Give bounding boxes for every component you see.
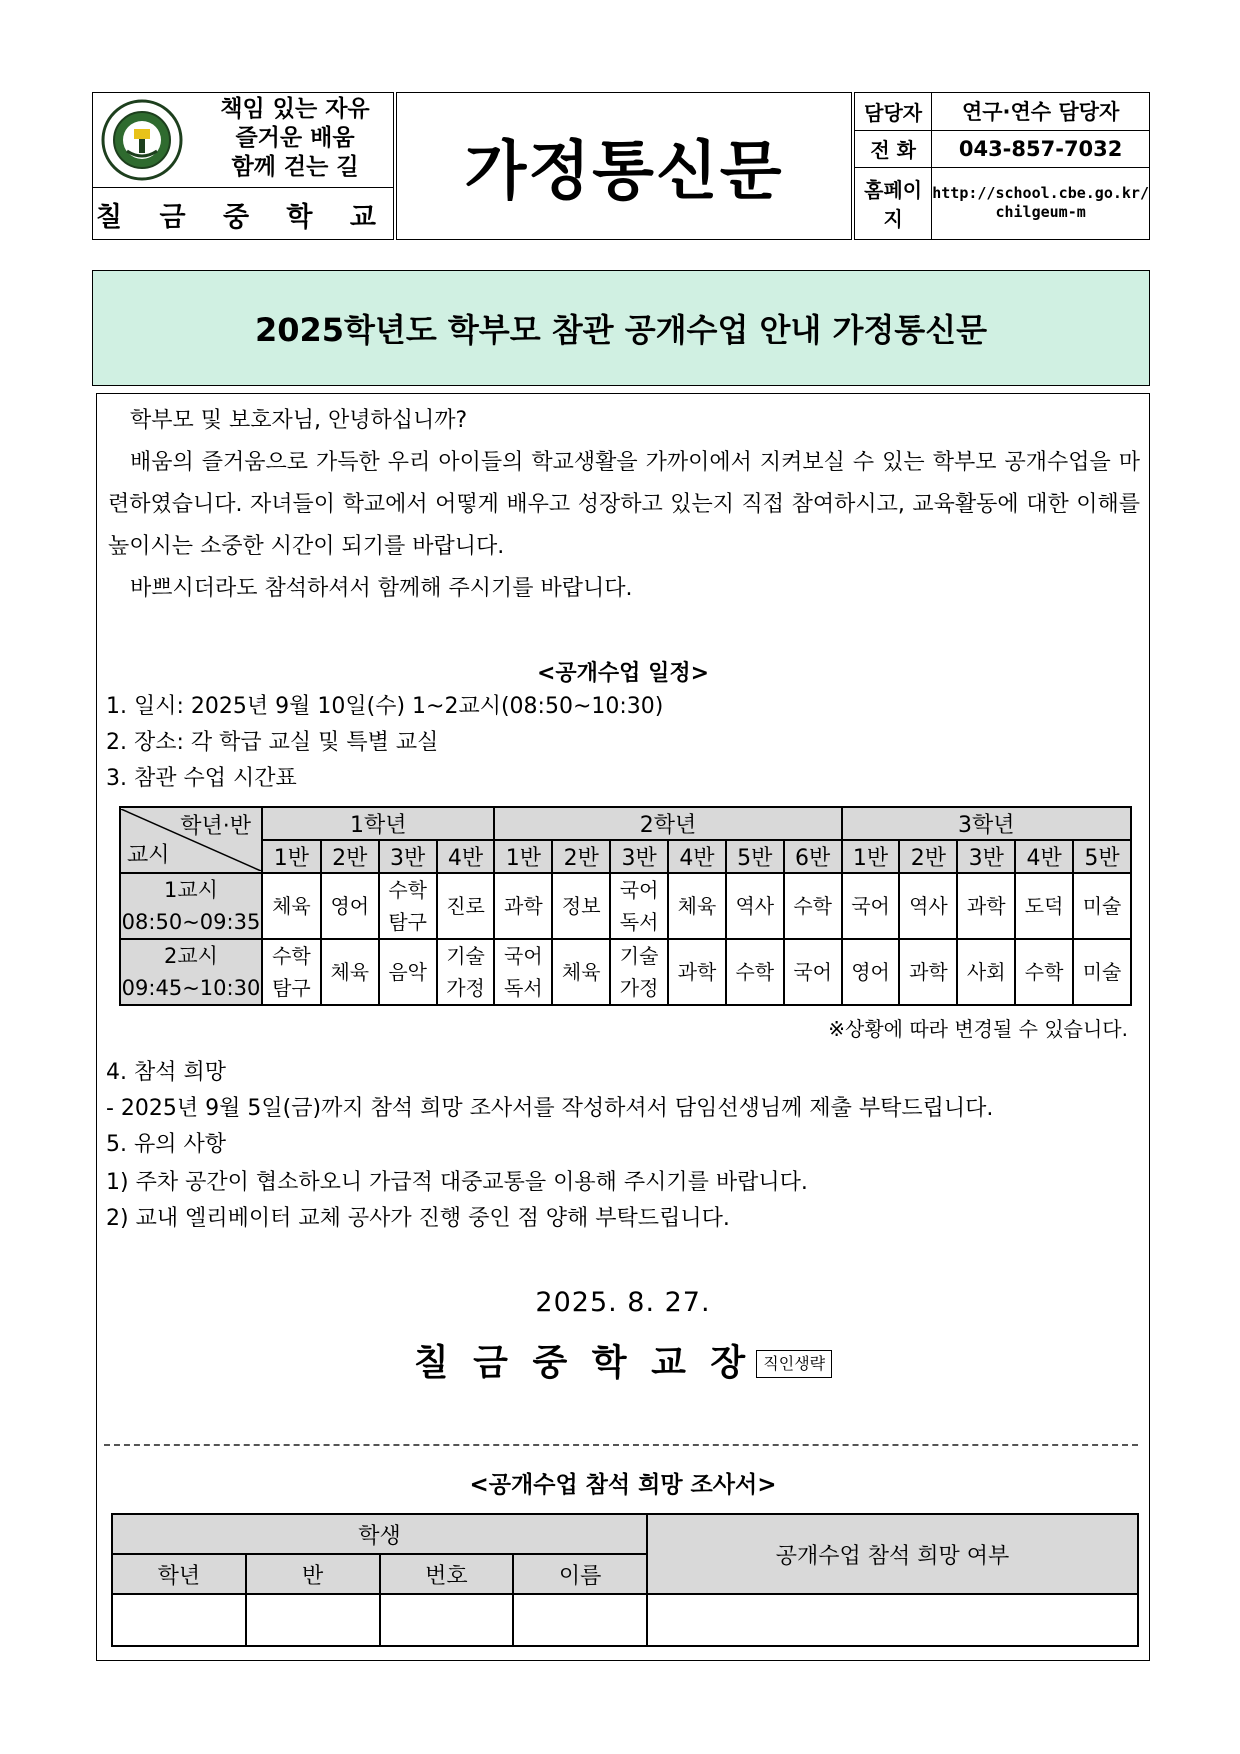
student-header: 학생 (112, 1514, 647, 1554)
subject-name: 과학 (966, 894, 1006, 918)
subject-cell (784, 873, 842, 939)
subject-name: 가정 (446, 976, 485, 1000)
subject-name: 음악 (388, 960, 427, 984)
schedule-heading: <공개수업 일정> (536, 661, 710, 686)
subject-name: 수학 (735, 960, 775, 984)
class-input-cell[interactable] (246, 1594, 380, 1646)
period-row (120, 939, 1131, 1005)
subject-name: 탐구 (388, 910, 427, 934)
subject-cell (321, 939, 379, 1005)
timetable-corner (120, 807, 262, 873)
subject-cell (957, 873, 1015, 939)
period-name: 2교시 (164, 944, 218, 968)
grade-header: 3학년 (842, 807, 1131, 840)
document-type-title: 가정통신문 (396, 92, 852, 240)
attendance-input-cell[interactable] (647, 1594, 1138, 1646)
subject-name: 국어 (619, 878, 659, 902)
motto-line: 함께 걷는 길 (231, 154, 359, 180)
attendance-header: 공개수업 참석 희망 여부 (647, 1514, 1138, 1594)
grade-header: 1학년 (262, 807, 494, 840)
principal-signature (96, 1338, 1150, 1389)
subject-cell (437, 873, 495, 939)
school-motto (197, 95, 393, 182)
subject-name: 기술 (619, 944, 659, 968)
class-header-row (120, 840, 1131, 873)
subject-cell (1073, 873, 1131, 939)
intro-paragraph: 배움의 즐거움으로 가득한 우리 아이들의 학교생활을 가까이에서 지켜보실 수 있는 학부모 공개수업을 마련하였습니다. 자녀들이 학교에서 어떻게 배우고 성장하고 있는지 직접 참여하시고, 교육활동에 대한 이해를 높이시는 소중한 시간이 되기를 바랍니다. (108, 450, 1140, 559)
subject-cell (842, 873, 900, 939)
subject-name: 역사 (735, 894, 775, 918)
subject-cell (262, 873, 321, 939)
subject-cell (957, 939, 1015, 1005)
number-input-cell[interactable] (380, 1594, 514, 1646)
period-header (120, 939, 262, 1005)
subject-name: 과학 (677, 960, 717, 984)
subject-name: 국어 (504, 944, 543, 968)
subject-name: 과학 (504, 894, 543, 918)
timetable (119, 806, 1132, 1006)
timetable-note: ※상황에 따라 변경될 수 있습니다. (828, 1017, 1128, 1041)
greeting: 학부모 및 보호자님, 안녕하십니까? (130, 408, 468, 433)
subject-name: 역사 (909, 894, 948, 918)
subject-cell (552, 873, 610, 939)
subject-name: 미술 (1082, 960, 1122, 984)
school-logo (101, 99, 183, 181)
closing-sentence: 바쁘시더라도 참석하셔서 함께해 주시기를 바랍니다. (130, 576, 633, 601)
subject-cell (494, 873, 552, 939)
class-header: 5반 (1073, 840, 1131, 873)
subject-name: 사회 (966, 960, 1006, 984)
subject-name: 정보 (561, 894, 601, 918)
subject-cell (262, 939, 321, 1005)
subject-cell (899, 873, 957, 939)
class-header: 1반 (842, 840, 900, 873)
class-header: 5반 (726, 840, 784, 873)
subject-cell (668, 939, 726, 1005)
note-item: 2) 교내 엘리베이터 교체 공사가 진행 중인 점 양해 부탁드립니다. (106, 1206, 730, 1231)
schedule-date: 1. 일시: 2025년 9월 10일(수) 1~2교시(08:50~10:30) (106, 694, 664, 719)
subject-cell (379, 873, 437, 939)
principal-title: 칠 금 중 학 교 장 (413, 1342, 752, 1384)
period-name: 1교시 (164, 878, 218, 902)
school-header-box (92, 92, 394, 240)
homepage-link[interactable] (932, 167, 1150, 239)
subject-cell (1073, 939, 1131, 1005)
notice-title: 2025학년도 학부모 참관 공개수업 안내 가정통신문 (92, 270, 1150, 386)
subject-name: 체육 (561, 960, 601, 984)
subject-name: 수학 (272, 944, 311, 968)
subject-cell (610, 873, 668, 939)
name-input-cell[interactable] (513, 1594, 647, 1646)
subject-cell (1015, 939, 1073, 1005)
contact-info (854, 92, 1150, 240)
class-header: 2반 (321, 840, 379, 873)
subject-name: 진로 (446, 894, 485, 918)
subject-name: 국어 (851, 894, 890, 918)
class-header: 1반 (494, 840, 552, 873)
school-name: 칠 금 중 학 교 (95, 201, 390, 233)
class-header: 2반 (899, 840, 957, 873)
subject-name: 수학 (793, 894, 832, 918)
class-header: 4반 (1015, 840, 1073, 873)
number-column-header: 번호 (380, 1554, 514, 1594)
subject-name: 수학 (388, 878, 427, 902)
class-header: 3반 (957, 840, 1015, 873)
subject-name: 독서 (619, 910, 659, 934)
period-header (120, 873, 262, 939)
subject-cell (494, 939, 552, 1005)
class-header: 2반 (552, 840, 610, 873)
subject-cell (784, 939, 842, 1005)
homepage-label: 홈페이지 (855, 167, 932, 239)
subject-cell (899, 939, 957, 1005)
class-header: 3반 (379, 840, 437, 873)
subject-name: 체육 (272, 894, 311, 918)
subject-cell (379, 939, 437, 1005)
subject-name: 과학 (909, 960, 948, 984)
subject-name: 미술 (1082, 894, 1122, 918)
period-time: 08:50~09:35 (121, 910, 261, 934)
grade-header: 2학년 (494, 807, 841, 840)
corner-period: 교시 (127, 843, 170, 868)
corner-grade-class: 학년·반 (180, 814, 251, 839)
notes-heading: 5. 유의 사항 (106, 1132, 226, 1157)
subject-cell (610, 939, 668, 1005)
survey-heading: <공개수업 참석 희망 조사서> (469, 1472, 777, 1498)
class-header: 4반 (437, 840, 495, 873)
subject-cell (552, 939, 610, 1005)
schedule-timetable-label: 3. 참관 수업 시간표 (106, 766, 297, 791)
subject-name: 영어 (851, 960, 890, 984)
subject-name: 국어 (793, 960, 832, 984)
subject-name: 도덕 (1024, 894, 1064, 918)
attendance-heading: 4. 참석 희망 (106, 1060, 226, 1085)
subject-cell (726, 873, 784, 939)
manager-label: 담당자 (855, 93, 932, 131)
motto-line: 책임 있는 자유 (220, 96, 370, 122)
homepage-url-line: http://school.cbe.go.kr/ (932, 184, 1149, 203)
attendance-instruction: - 2025년 9월 5일(금)까지 참석 희망 조사서를 작성하셔서 담임선생님께 제출 부탁드립니다. (106, 1096, 994, 1121)
survey-form (111, 1513, 1139, 1647)
name-column-header: 이름 (513, 1554, 647, 1594)
grade-column-header: 학년 (112, 1554, 246, 1594)
subject-cell (321, 873, 379, 939)
class-header: 4반 (668, 840, 726, 873)
motto-box (93, 93, 393, 188)
schedule-place: 2. 장소: 각 학급 교실 및 특별 교실 (106, 730, 439, 755)
subject-cell (1015, 873, 1073, 939)
class-header: 6반 (784, 840, 842, 873)
manager-value: 연구·연수 담당자 (932, 93, 1150, 131)
subject-name: 독서 (504, 976, 543, 1000)
subject-name: 체육 (330, 960, 370, 984)
class-header: 1반 (262, 840, 321, 873)
subject-cell (668, 873, 726, 939)
note-item: 1) 주차 공간이 협소하오니 가급적 대중교통을 이용해 주시기를 바랍니다. (106, 1170, 808, 1195)
subject-name: 수학 (1024, 960, 1064, 984)
subject-cell (842, 939, 900, 1005)
period-row (120, 873, 1131, 939)
subject-cell (726, 939, 784, 1005)
subject-name: 체육 (677, 894, 717, 918)
subject-name: 기술 (446, 944, 485, 968)
subject-name: 탐구 (272, 976, 311, 1000)
phone-value: 043-857-7032 (932, 130, 1150, 167)
class-header: 3반 (610, 840, 668, 873)
homepage-url-line: chilgeum-m (995, 203, 1086, 222)
class-column-header: 반 (246, 1554, 380, 1594)
subject-name: 가정 (619, 976, 659, 1000)
subject-cell (437, 939, 495, 1005)
grade-input-cell[interactable] (112, 1594, 246, 1646)
period-time: 09:45~10:30 (121, 976, 261, 1000)
cut-line (104, 1444, 1138, 1446)
motto-line: 즐거운 배움 (235, 125, 355, 151)
subject-name: 영어 (330, 894, 370, 918)
issue-date: 2025. 8. 27. (535, 1287, 711, 1318)
seal-omitted-stamp: 직인생략 (756, 1350, 832, 1378)
phone-label: 전 화 (855, 130, 932, 167)
